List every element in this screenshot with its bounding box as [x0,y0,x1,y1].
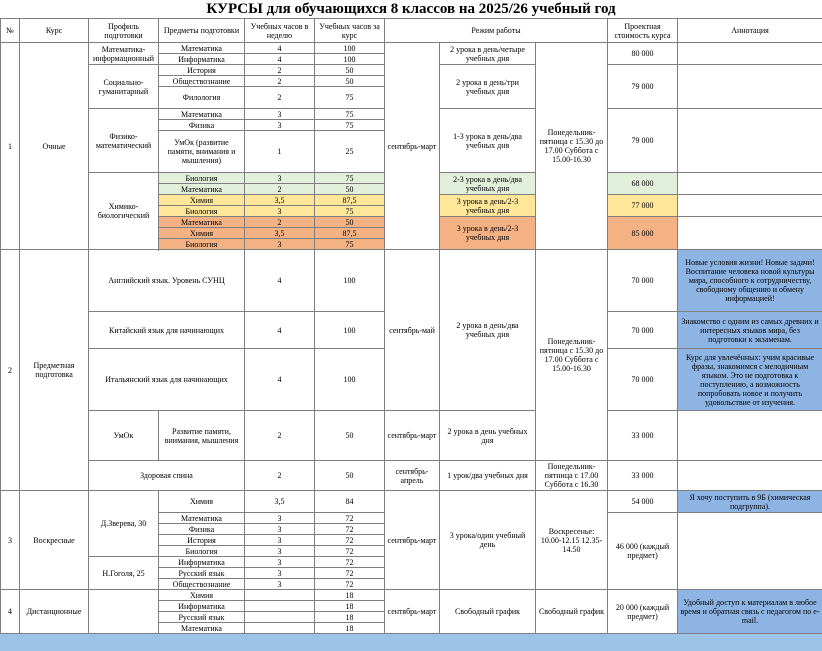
total-hours-cell: 50 [315,65,385,76]
weekly-hours-cell: 4 [245,312,315,349]
price-cell: 70 000 [608,312,678,349]
total-hours-cell: 18 [315,612,385,623]
weekly-hours-cell: 3 [245,557,315,568]
total-hours-cell: 87,5 [315,195,385,206]
annotation-cell [678,173,822,195]
table-row [1,491,822,513]
subject-cell: Информатика [159,54,245,65]
total-hours-cell: 100 [315,349,385,411]
subject-cell: УмОк [89,411,159,461]
total-hours-cell: 18 [315,590,385,601]
subject-cell: Информатика [159,557,245,568]
mode-cell: 2 урока в день учебных дня [440,411,536,461]
total-hours-cell: 50 [315,217,385,228]
total-hours-cell: 72 [315,546,385,557]
weekly-hours-cell: 3 [245,568,315,579]
total-hours-cell: 72 [315,513,385,524]
subject-cell: История [159,535,245,546]
total-hours-cell: 72 [315,579,385,590]
weekly-hours-cell: 3 [245,513,315,524]
weekly-hours-cell: 3 [245,535,315,546]
profile-name: Математика-информационный [89,43,159,65]
weekly-hours-cell: 1 [245,131,315,173]
annotation-cell [678,513,822,590]
mode-cell: 2-3 урока в день/два учебных дня [440,173,536,195]
price-cell: 54 000 [608,491,678,513]
total-hours-cell: 84 [315,491,385,513]
subject-cell: Математика [159,184,245,195]
weekly-hours-cell [245,601,315,612]
annotation-cell: Курс для увлечённых: учим красивые фразы, знакомимся с мелодичным языком. Это не подготовка к поступлению, а возможность попробовать новое и получить удовольствие от изучения. [678,349,822,411]
weekly-hours-cell: 4 [245,349,315,411]
total-hours-cell: 100 [315,312,385,349]
period-cell: сентябрь-март [385,411,440,461]
total-hours-cell: 50 [315,76,385,87]
price-cell: 46 000 (каждый предмет) [608,513,678,590]
total-hours-cell: 50 [315,461,385,491]
mode-cell: 1-3 урока в день/два учебных дня [440,109,536,173]
subject-cell: Филология [159,87,245,109]
annotation-cell: Я хочу поступить в 9Б (химическая подгруппа). [678,491,822,513]
header-weekly-hours: Учебных часов в неделю [245,19,315,43]
header-price: Проектная стоимость курса [608,19,678,43]
schedule-cell: Понедельник-пятница с 17.00 Суббота с 16.30 [536,461,608,491]
weekly-hours-cell: 4 [245,54,315,65]
header-course-hours: Учебных часов за курс [315,19,385,43]
annotation-cell [678,411,822,461]
mode-cell: 1 урок/два учебных дня [440,461,536,491]
total-hours-cell: 72 [315,524,385,535]
subject-desc-cell: Развитие памяти, внимания, мышления [159,411,245,461]
weekly-hours-cell: 2 [245,65,315,76]
weekly-hours-cell: 2 [245,87,315,109]
subject-cell: Математика [159,109,245,120]
mode-cell: 3 урока в день/2-3 учебных дня [440,217,536,250]
total-hours-cell: 72 [315,535,385,546]
weekly-hours-cell: 3 [245,173,315,184]
total-hours-cell: 50 [315,411,385,461]
subject-cell: Биология [159,173,245,184]
total-hours-cell: 75 [315,87,385,109]
subject-cell: Итальянский язык для начинающих [89,349,245,411]
profile-name: Химико-биологический [89,173,159,250]
table-row [1,411,822,461]
section-number: 4 [1,590,20,634]
section-number: 2 [1,250,20,491]
location-cell: Д.Зверева, 30 [89,491,159,557]
course-name: Воскресные [20,491,89,590]
total-hours-cell: 100 [315,250,385,312]
price-cell: 77 000 [608,195,678,217]
courses-table [0,18,822,634]
header-num: № [1,19,20,43]
total-hours-cell: 75 [315,109,385,120]
mode-cell: 2 урока в день/два учебных дня [440,250,536,411]
weekly-hours-cell: 3 [245,546,315,557]
header-mode: Режим работы [385,19,608,43]
subject-cell: Химия [159,195,245,206]
price-cell: 70 000 [608,250,678,312]
schedule-cell: Свободный график [536,590,608,634]
page-title: КУРСЫ для обучающихся 8 классов на 2025/26 учебный год [0,0,822,18]
subject-cell: Математика [159,43,245,54]
weekly-hours-cell: 2 [245,411,315,461]
period-cell: сентябрь-март [385,43,440,250]
subject-cell: Обществознание [159,76,245,87]
price-cell: 85 000 [608,217,678,250]
subject-cell: Химия [159,590,245,601]
period-cell: сентябрь-апрель [385,461,440,491]
header-annotation: Аннотация [678,19,822,43]
table-row [1,590,822,601]
subject-cell: Математика [159,623,245,634]
weekly-hours-cell: 3 [245,206,315,217]
total-hours-cell: 75 [315,173,385,184]
total-hours-cell: 25 [315,131,385,173]
profile-name: Физико-математический [89,109,159,173]
total-hours-cell: 50 [315,184,385,195]
subject-cell: Физика [159,120,245,131]
annotation-cell [678,109,822,173]
price-cell: 68 000 [608,173,678,195]
total-hours-cell: 100 [315,54,385,65]
profile-cell [89,590,159,634]
mode-cell: 2 урока в день/три учебных дня [440,65,536,109]
subject-cell: Биология [159,546,245,557]
annotation-cell [678,195,822,217]
subject-cell: Русский язык [159,568,245,579]
profile-name: Социально-гуманитарный [89,65,159,109]
price-cell: 33 000 [608,461,678,491]
subject-cell: История [159,65,245,76]
subject-cell: Математика [159,513,245,524]
mode-cell: Свободный график [440,590,536,634]
price-cell: 80 000 [608,43,678,65]
weekly-hours-cell: 3,5 [245,491,315,513]
total-hours-cell: 75 [315,120,385,131]
weekly-hours-cell: 2 [245,217,315,228]
subject-cell: Физика [159,524,245,535]
subject-cell: Биология [159,239,245,250]
header-row [1,19,822,43]
section-number: 3 [1,491,20,590]
table-row [1,461,822,491]
price-cell: 70 000 [608,349,678,411]
mode-cell: 3 урока/один учебный день [440,491,536,590]
price-cell: 20 000 (каждый предмет) [608,590,678,634]
price-cell: 79 000 [608,109,678,173]
total-hours-cell: 72 [315,557,385,568]
annotation-cell [678,65,822,109]
course-name: Предметная подготовка [20,250,89,491]
annotation-cell [678,43,822,65]
annotation-cell: Новые условия жизни! Новые задачи! Воспитание человека новой культуры мира, способного к сотрудничеству, свободному общению и обмену информацией! [678,250,822,312]
weekly-hours-cell [245,590,315,601]
subject-cell: Обществознание [159,579,245,590]
table-row [1,250,822,312]
subject-cell: Китайский язык для начинающих [89,312,245,349]
weekly-hours-cell: 3 [245,579,315,590]
subject-cell: Математика [159,217,245,228]
total-hours-cell: 18 [315,623,385,634]
subject-cell: Информатика [159,601,245,612]
total-hours-cell: 87,5 [315,228,385,239]
weekly-hours-cell [245,612,315,623]
header-course: Курс [20,19,89,43]
mode-cell: 2 урока в день/четыре учебных дня [440,43,536,65]
subject-cell: Химия [159,228,245,239]
annotation-cell [678,217,822,250]
subject-cell: Биология [159,206,245,217]
total-hours-cell: 75 [315,206,385,217]
table-row [1,43,822,54]
total-hours-cell: 100 [315,43,385,54]
section-number: 1 [1,43,20,250]
subject-cell: УмОк (развитие памяти, внимания и мышления) [159,131,245,173]
period-cell: сентябрь-март [385,590,440,634]
schedule-cell: Понедельник-пятница с 15.30 до 17.00 Суббота с 15.00-16.30 [536,43,608,250]
subject-cell: Химия [159,491,245,513]
course-name: Очные [20,43,89,250]
period-cell: сентябрь-март [385,491,440,590]
weekly-hours-cell: 3,5 [245,195,315,206]
weekly-hours-cell: 2 [245,76,315,87]
price-cell: 33 000 [608,411,678,461]
mode-cell: 3 урока в день/2-3 учебных дня [440,195,536,217]
course-name: Дистанционные [20,590,89,634]
weekly-hours-cell [245,623,315,634]
total-hours-cell: 18 [315,601,385,612]
weekly-hours-cell: 2 [245,184,315,195]
total-hours-cell: 75 [315,239,385,250]
total-hours-cell: 72 [315,568,385,579]
header-profile: Профиль подготовки [89,19,159,43]
weekly-hours-cell: 3 [245,239,315,250]
schedule-cell: Воскресенье: 10.00-12.15 12.35-14.50 [536,491,608,590]
annotation-cell [678,461,822,491]
price-cell: 79 000 [608,65,678,109]
weekly-hours-cell: 4 [245,43,315,54]
subject-cell: Здоровая спина [89,461,245,491]
subject-cell: Английский язык. Уровень СУНЦ [89,250,245,312]
weekly-hours-cell: 3 [245,120,315,131]
period-cell: сентябрь-май [385,250,440,411]
annotation-cell: Удобный доступ к материалам в любое время и обратная связь с педагогом по e-mail. [678,590,822,634]
annotation-cell: Знакомство с одним из самых древних и интересных языков мира, без подготовки к экзаменам. [678,312,822,349]
schedule-cell: Понедельник-пятница с 15.30 до 17.00 Суббота с 15.00-16.30 [536,250,608,461]
location-cell: Н.Гоголя, 25 [89,557,159,590]
weekly-hours-cell: 3,5 [245,228,315,239]
weekly-hours-cell: 2 [245,461,315,491]
header-subjects: Предметы подготовки [159,19,245,43]
subject-cell: Русский язык [159,612,245,623]
weekly-hours-cell: 4 [245,250,315,312]
weekly-hours-cell: 3 [245,524,315,535]
weekly-hours-cell: 3 [245,109,315,120]
